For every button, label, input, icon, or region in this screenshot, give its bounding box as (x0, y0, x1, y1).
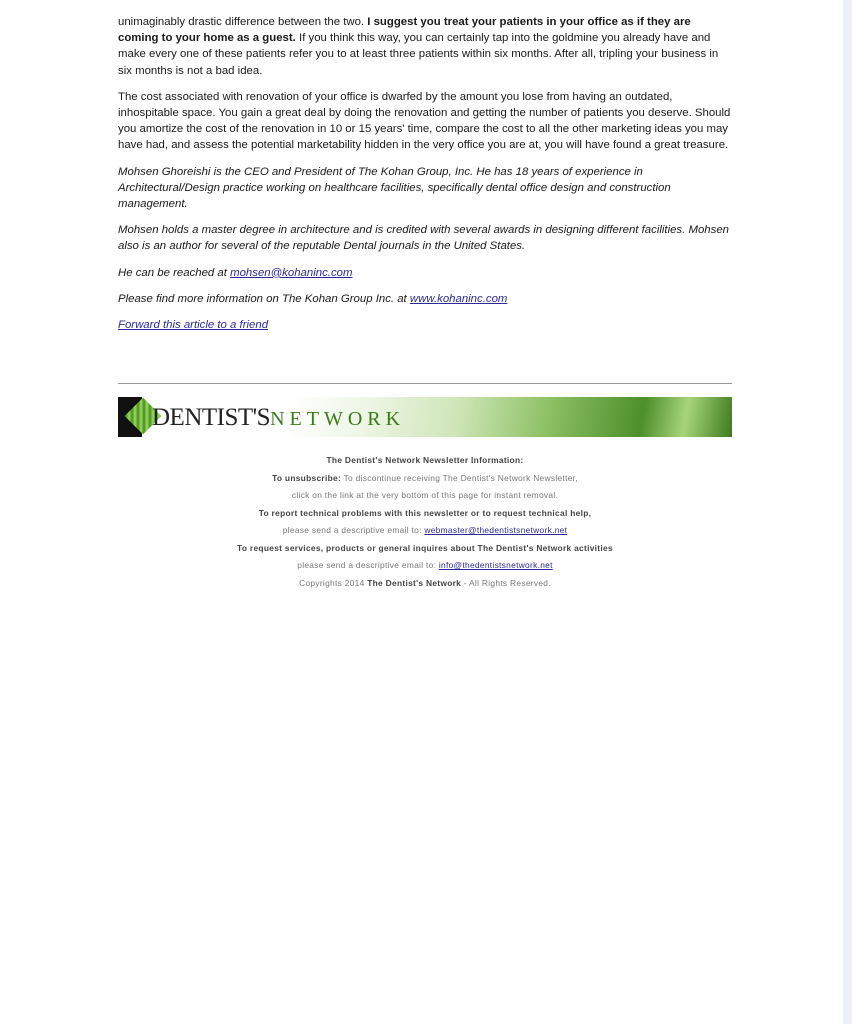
text: If you think this way, you can certainly tap into the goldmine you already have and make every one of these patients refer you to at least three patients within six months. After all, tripling your business in six months is not a bad idea. (118, 32, 719, 77)
webmaster-email-link[interactable]: webmaster@thedentistsnetwork.net (424, 525, 568, 535)
paragraph (118, 14, 734, 79)
divider (118, 383, 732, 384)
newsletter-footer (118, 452, 732, 592)
text: unimaginably drastic difference between the two. (118, 16, 368, 28)
logo-text (152, 404, 405, 432)
text: - All Rights Reserved. (461, 577, 551, 588)
info-email-link[interactable]: info@thedentistsnetwork.net (438, 560, 553, 570)
more-info-line (118, 291, 734, 307)
paragraph: The cost associated with renovation of your office is dwarfed by the amount you lose from having an outdated, inhospitable space. You gain a great deal by doing the renovation and getting the number of patients you deserve. Should you amortize the cost of the renovation in 10 or 15 years' time, compare the cost to all the other marketing ideas you may have had, and assess the potential marketability hidden in the very office you are at, you will have found a great treasure. (118, 90, 731, 152)
dentists-network-banner (118, 397, 732, 437)
footer-title: The Dentist's Network Newsletter Information: (326, 455, 524, 465)
text: Please find more information on The Kohan Group Inc. at (118, 292, 410, 305)
label: To report technical problems with this newsletter or to request technical help, (258, 507, 592, 518)
text: Copyrights 2014 (299, 577, 368, 588)
bold-text: I suggest you treat your patients in your office as if they are coming to your home as a guest. (118, 16, 691, 45)
text: click on the link at the very bottom of this page for instant removal. (291, 490, 559, 500)
text: To discontinue receiving The Dentist's Network Newsletter, (341, 472, 578, 483)
forward-line (118, 317, 734, 333)
author-bio: Mohsen holds a master degree in architecture and is credited with several awards in designing different facilities. Mohsen also is an author for several of the reputable Dental journals in the United States. (118, 224, 729, 253)
text: please send a descriptive email to: (282, 525, 425, 535)
text: The Dentist's Network (367, 577, 462, 588)
text: He can be reached at (118, 266, 231, 279)
text: please send a descriptive email to: (297, 560, 439, 570)
article-body (118, 14, 734, 343)
logo-part: DENTIST'S (152, 404, 271, 431)
copyright (118, 575, 732, 593)
logo-part: NETWORK (270, 408, 406, 430)
author-email-link[interactable]: mohsen@kohaninc.com (230, 266, 353, 279)
author-bio: Mohsen Ghoreishi is the CEO and President of The Kohan Group, Inc. He has 18 years of experience in Architectural/Design practice working on healthcare facilities, specifically dental office design and construction management. (118, 165, 671, 211)
kohan-website-link[interactable]: www.kohaninc.com (409, 292, 508, 305)
label: To unsubscribe: (272, 472, 342, 483)
label: To request services, products or general inquires about The Dentist's Network activities (237, 542, 613, 553)
contact-line (118, 265, 734, 281)
forward-article-link[interactable]: Forward this article to a friend (118, 319, 269, 332)
